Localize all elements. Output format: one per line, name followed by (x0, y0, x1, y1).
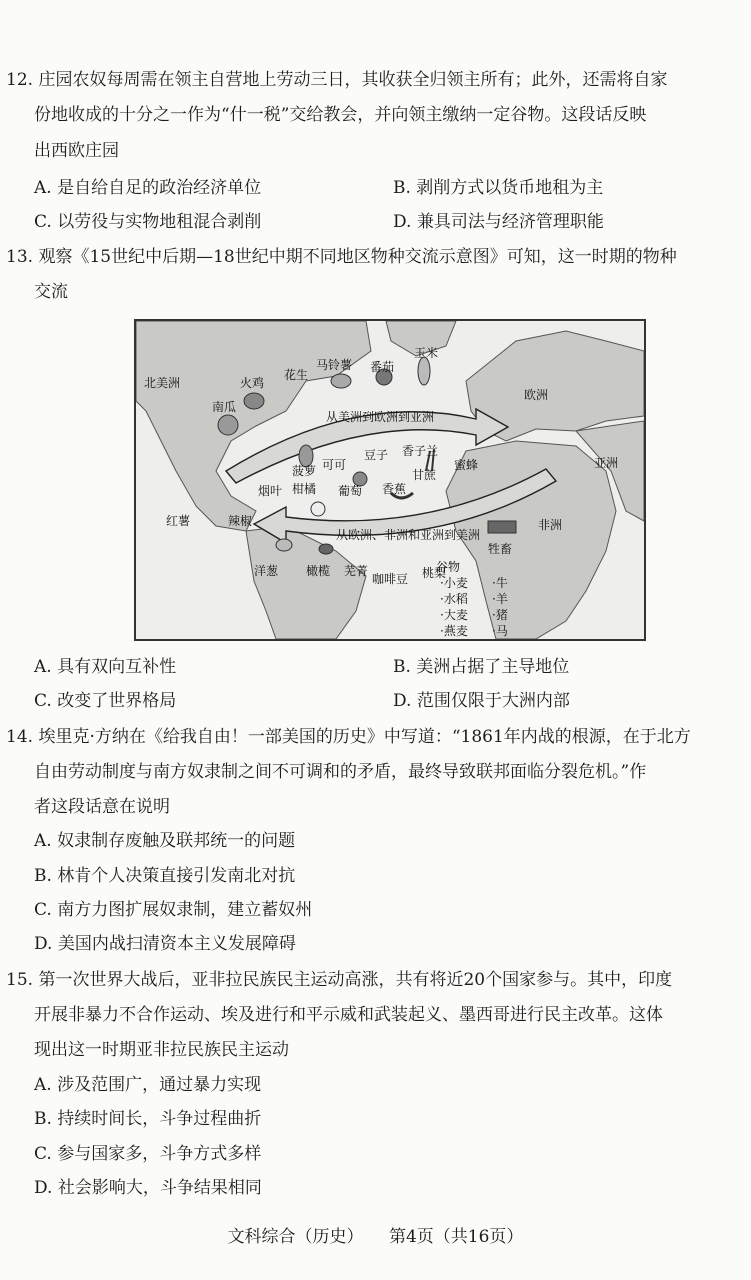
grain-item: ·小麦 (440, 576, 468, 590)
olive-icon (319, 544, 333, 554)
label-peach-pear: 桃梨 (422, 566, 447, 580)
q12-option-d: D. 兼具司法与经济管理职能 (393, 212, 604, 232)
q13-option-d: D. 范围仅限于大洲内部 (393, 691, 570, 711)
q12-stem-line-1: 12. 庄园农奴每周需在领主自营地上劳动三日，其收获全归领主所有；此外，还需将自家 (6, 70, 668, 90)
q14-stem-line-1: 14. 埃里克·方纳在《给我自由！一部美国的历史》中写道：“1861年内战的根源，在于北方 (6, 727, 691, 747)
q14-option-b: B. 林肯个人决策直接引发南北对抗 (34, 866, 296, 886)
label-europe: 欧洲 (524, 388, 549, 402)
page-footer (0, 1226, 751, 1248)
label-potato: 马铃薯 (316, 358, 353, 372)
label-chili: 辣椒 (228, 514, 253, 528)
label-turkey: 火鸡 (240, 376, 265, 390)
q15-option-b: B. 持续时间长，斗争过程曲折 (34, 1109, 262, 1129)
livestock-item: ·马 (492, 624, 508, 638)
q13-option-b: B. 美洲占据了主导地位 (393, 657, 570, 677)
label-olive: 橄榄 (306, 564, 331, 578)
label-banana: 香蕉 (382, 482, 407, 496)
label-bee: 蜜蜂 (454, 458, 479, 472)
label-asia: 亚洲 (594, 456, 619, 470)
footer-page-number: 第4页（共16页） (388, 1227, 524, 1247)
label-peanut: 花生 (284, 368, 309, 382)
q12-stem-line-3: 出西欧庄园 (34, 141, 119, 161)
label-pumpkin: 南瓜 (212, 400, 237, 414)
q14-stem-line-3: 者这段话意在说明 (34, 797, 170, 817)
label-arrow-top: 从美洲到欧洲到亚洲 (326, 410, 435, 424)
label-citrus: 柑橘 (292, 482, 317, 496)
q12-option-a: A. 是自给自足的政治经济单位 (34, 178, 262, 198)
livestock-item: ·牛 (492, 576, 508, 590)
livestock-item: ·羊 (492, 592, 508, 606)
label-tobacco: 烟叶 (258, 484, 283, 498)
livestock-icon (488, 521, 516, 533)
potato-icon (331, 374, 351, 388)
label-sweet-potato: 红薯 (166, 514, 191, 528)
label-beans: 豆子 (364, 448, 389, 462)
q12-option-b: B. 剥削方式以货币地租为主 (393, 178, 604, 198)
q14-option-d: D. 美国内战扫清资本主义发展障碍 (34, 934, 296, 954)
grain-item: ·水稻 (440, 592, 468, 606)
label-livestock: 牲畜 (488, 542, 513, 556)
label-onion: 洋葱 (254, 564, 279, 578)
q15-stem-line-3: 现出这一时期亚非拉民族民主运动 (34, 1040, 289, 1060)
q15-stem-line-1: 15. 第一次世界大战后，亚非拉民族民主运动高涨，共有将近20个国家参与。其中，印度 (6, 970, 673, 990)
label-africa: 非洲 (538, 518, 563, 532)
label-turnip: 芜菁 (344, 564, 369, 578)
q12-stem-line-2: 份地收成的十分之一作为“什一税”交给教会，并向领主缴纳一定谷物。这段话反映 (34, 105, 647, 125)
turkey-icon (244, 393, 264, 409)
label-north-america: 北美洲 (144, 376, 181, 390)
q15-option-d: D. 社会影响大，斗争结果相同 (34, 1178, 262, 1198)
corn-icon (418, 357, 430, 385)
grain-item: ·燕麦 (440, 624, 468, 638)
q15-stem-line-2: 开展非暴力不合作运动、埃及进行和平示威和武装起义、墨西哥进行民主改革。这体 (34, 1005, 663, 1025)
south-america-landmass (246, 526, 369, 639)
q13-stem-line-2: 交流 (34, 282, 68, 302)
q13-option-c: C. 改变了世界格局 (34, 691, 177, 711)
q13-option-a: A. 具有双向互补性 (34, 657, 177, 677)
q15-option-a: A. 涉及范围广，通过暴力实现 (34, 1075, 262, 1095)
label-grape: 葡萄 (338, 484, 363, 498)
livestock-item: ·猪 (492, 608, 508, 622)
q14-stem-line-2: 自由劳动制度与南方奴隶制之间不可调和的矛盾，最终导致联邦面临分裂危机。”作 (34, 762, 647, 782)
label-cocoa: 可可 (322, 458, 347, 472)
label-sugarcane: 甘蔗 (412, 468, 437, 482)
label-vanilla: 香子兰 (402, 444, 439, 458)
label-coffee: 咖啡豆 (372, 572, 409, 586)
label-corn: 玉米 (414, 346, 439, 360)
pumpkin-icon (218, 415, 238, 435)
q13-stem-line-1: 13. 观察《15世纪中后期—18世纪中期不同地区物种交流示意图》可知，这一时期的物种 (6, 247, 677, 267)
citrus-icon (311, 502, 325, 516)
label-grain: 谷物 (436, 560, 461, 574)
species-exchange-map (134, 319, 646, 641)
footer-subject: 文科综合（历史） (227, 1227, 364, 1247)
q12-option-c: C. 以劳役与实物地租混合剥削 (34, 212, 262, 232)
onion-icon (276, 539, 292, 551)
label-pineapple: 菠萝 (292, 464, 317, 478)
q14-option-c: C. 南方力图扩展奴隶制，建立蓄奴州 (34, 900, 313, 920)
grain-item: ·大麦 (440, 608, 468, 622)
q14-option-a: A. 奴隶制存废触及联邦统一的问题 (34, 831, 296, 851)
label-arrow-bottom: 从欧洲、非洲和亚洲到美洲 (336, 528, 481, 542)
q15-option-c: C. 参与国家多，斗争方式多样 (34, 1144, 262, 1164)
label-tomato: 番茄 (370, 360, 395, 374)
